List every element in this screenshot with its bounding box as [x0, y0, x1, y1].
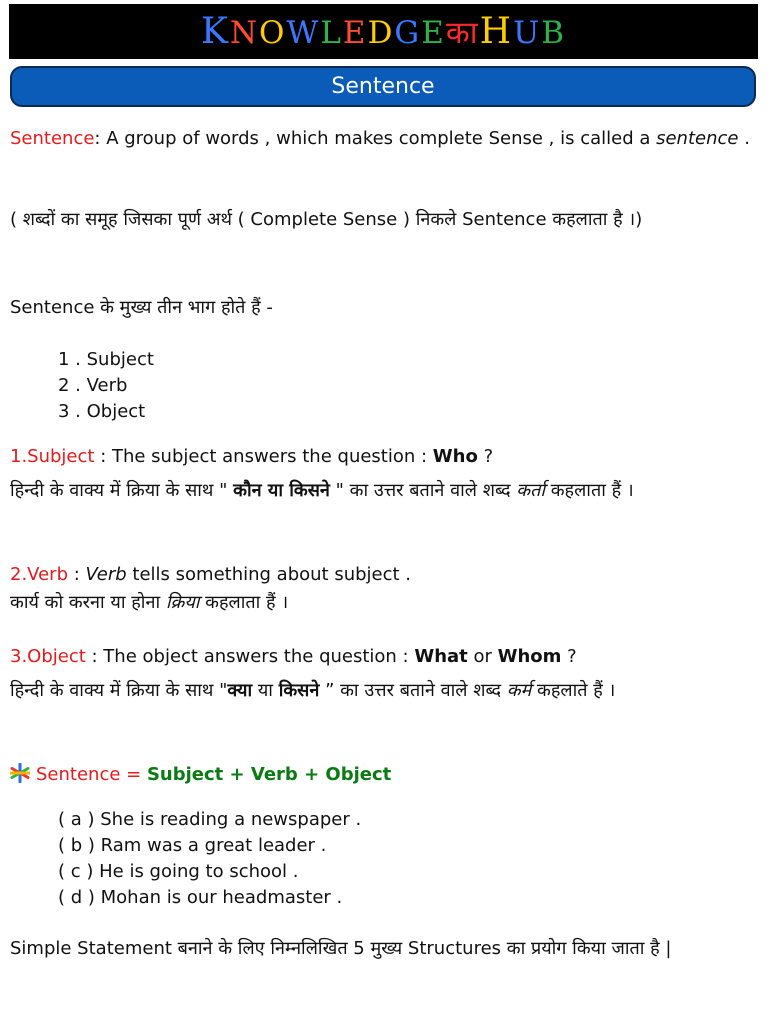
subject-label: 1.Subject [10, 446, 95, 467]
logo-letter: E [421, 14, 446, 51]
object-hindi-text: हिन्दी के वाक्य में क्रिया के साथ " [10, 680, 228, 701]
hindi-definition: ( शब्दों का समूह जिसका पूर्ण अर्थ ( Complete Sense ) निकले Sentence कहलाता है ।) [10, 209, 643, 230]
logo-letter: D [367, 14, 395, 51]
object-question-mark: ? [561, 646, 577, 667]
object-question-word: What [414, 646, 468, 667]
subject-hindi-text: हिन्दी के वाक्य में क्रिया के साथ " [10, 480, 234, 501]
object-definition [10, 644, 758, 670]
subject-question-word: Who [432, 446, 478, 467]
object-hindi [10, 674, 758, 708]
list-item: ( c ) He is going to school . [58, 861, 299, 882]
verb-italic: Verb [85, 564, 127, 585]
logo-letter: E [342, 14, 368, 51]
object-hindi-italic: कर्म [506, 680, 532, 701]
logo-letter: N [229, 14, 260, 51]
object-hindi-bold: क्या [227, 680, 253, 701]
subject-question-mark: ? [477, 446, 494, 467]
formula-label: Sentence = [36, 764, 147, 785]
logo-letter: B [541, 14, 566, 51]
definition-italic-word: sentence [656, 128, 739, 149]
footer-paragraph: Simple Statement बनाने के लिए निम्नलिखित 5 मुख्य Structures का प्रयोग किया जाता है | [10, 938, 672, 959]
object-hindi-text: या [252, 680, 279, 701]
parts-list [58, 347, 154, 425]
subject-definition [10, 444, 758, 470]
logo-letter: O [259, 14, 287, 51]
definition-text: : A group of words , which makes complete Sense , is called a [94, 128, 657, 149]
subject-hindi-bold: कौन या किसने [233, 480, 330, 501]
examples-list [58, 807, 361, 911]
logo-letter: H [479, 10, 514, 52]
verb-definition [10, 562, 758, 588]
list-item: 2 . Verb [58, 375, 128, 396]
list-item: 3 . Object [58, 401, 146, 422]
site-banner [9, 4, 758, 59]
object-text: or [467, 646, 498, 667]
verb-hindi [10, 590, 758, 616]
list-item: ( b ) Ram was a great leader . [58, 835, 327, 856]
page-title: Sentence [10, 66, 756, 107]
verb-hindi-text: कहलाता हैं । [199, 592, 289, 613]
verb-text: : [68, 564, 86, 585]
subject-hindi-italic: कर्ता [516, 480, 545, 501]
logo-letter: W [286, 14, 321, 51]
subject-hindi [10, 474, 758, 508]
asterisk-icon [10, 763, 30, 783]
formula-value: Subject + Verb + Object [146, 764, 392, 785]
object-hindi-text: ” का उत्तर बताने वाले शब्द [319, 680, 507, 701]
verb-text: tells something about subject . [126, 564, 412, 585]
definition-end: . [738, 128, 750, 149]
parts-intro: Sentence के मुख्य तीन भाग होते हैं - [10, 297, 273, 318]
verb-hindi-italic: क्रिया [165, 592, 200, 613]
logo-letter: G [394, 14, 422, 51]
verb-hindi-text: कार्य को करना या होना [10, 592, 166, 613]
formula-line [10, 762, 758, 788]
list-item: 1 . Subject [58, 349, 154, 370]
logo-letter: K [201, 10, 230, 52]
definition-paragraph [10, 126, 758, 152]
object-question-word: Whom [497, 646, 562, 667]
subject-text: : The subject answers the question : [94, 446, 433, 467]
object-hindi-bold: किसने [278, 680, 320, 701]
subject-hindi-text: " का उत्तर बताने वाले शब्द [329, 480, 517, 501]
list-item: ( a ) She is reading a newspaper . [58, 809, 362, 830]
object-text: : The object answers the question : [85, 646, 415, 667]
verb-label: 2.Verb [10, 564, 68, 585]
object-hindi-text: कहलाते हैं । [531, 680, 616, 701]
logo-letter: U [513, 14, 542, 51]
object-label: 3.Object [10, 646, 86, 667]
definition-term: Sentence [10, 128, 95, 149]
logo-letter: का [445, 14, 480, 51]
list-item: ( d ) Mohan is our headmaster . [58, 887, 343, 908]
logo-letter: L [320, 14, 343, 51]
subject-hindi-text: कहलाता हैं । [545, 480, 634, 501]
site-logo [201, 11, 566, 53]
